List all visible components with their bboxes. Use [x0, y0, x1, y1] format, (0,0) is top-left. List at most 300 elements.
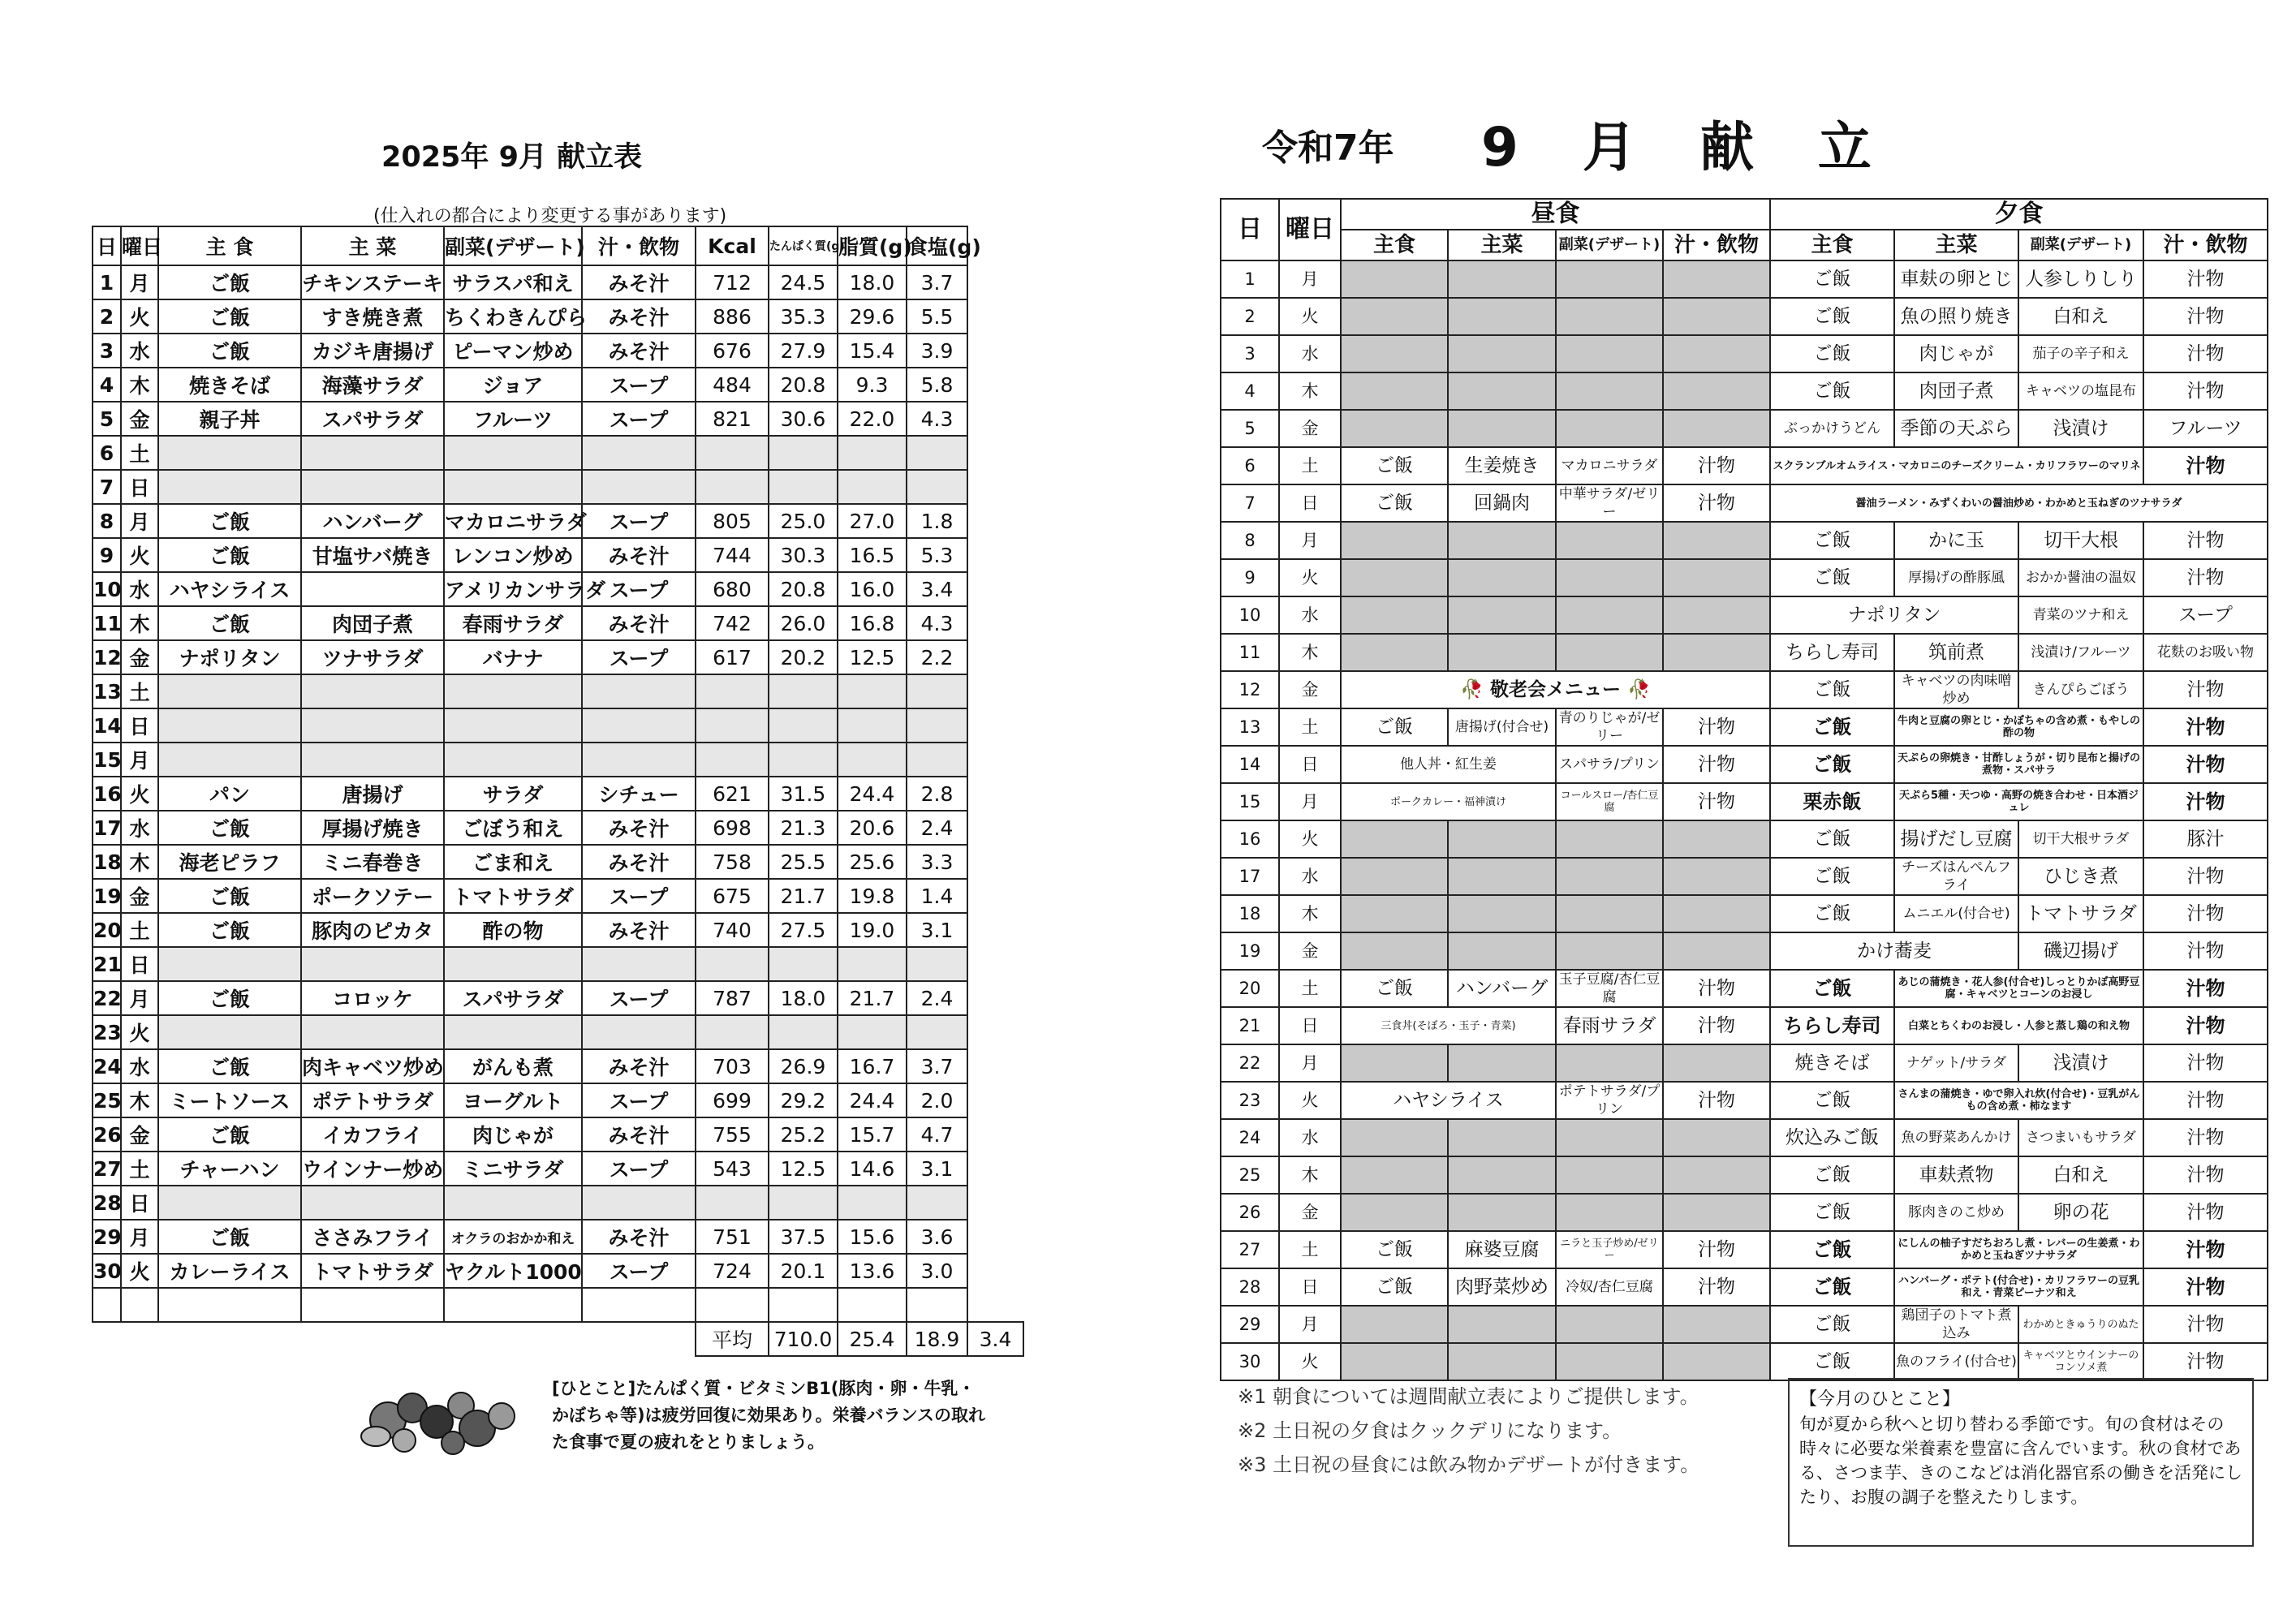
left-cell-main	[158, 708, 301, 743]
dinner-cell-0: ご飯	[1770, 298, 1894, 335]
lunch-gray-cell	[1341, 298, 1448, 335]
table-row	[1221, 820, 2268, 858]
average-protein: 25.4	[838, 1322, 907, 1356]
table-row	[1221, 634, 2268, 671]
left-cell-protein: 20.8	[769, 572, 838, 606]
lunch-cell-1: 回鍋肉	[1448, 484, 1556, 522]
right-day: 20	[1221, 970, 1279, 1007]
left-cell-fat: 12.5	[838, 640, 907, 674]
left-cell-side	[301, 1015, 444, 1049]
left-cell-salt	[907, 1186, 967, 1220]
lunch-gray-cell	[1556, 372, 1663, 410]
lunch-cell-0: ご飯	[1341, 1231, 1448, 1268]
left-cell-protein: 12.5	[769, 1152, 838, 1186]
left-cell-dessert	[444, 708, 582, 743]
left-cell-d: 2	[93, 299, 121, 334]
left-cell-main: ご飯	[158, 811, 301, 845]
left-cell-d: 21	[93, 947, 121, 981]
average-salt: 3.4	[967, 1322, 1023, 1356]
lunch-gray-cell	[1663, 260, 1770, 298]
left-cell-soup: みそ汁	[582, 265, 696, 299]
dinner-main: ちらし寿司	[1770, 1007, 1894, 1044]
left-cell-d: 4	[93, 368, 121, 402]
dinner-soup: 汁物	[2143, 1007, 2268, 1044]
right-weekday: 金	[1279, 932, 1341, 970]
left-cell-protein: 20.8	[769, 368, 838, 402]
left-header-5: 汁・飲物	[582, 226, 696, 265]
lunch-cell-0: ご飯	[1341, 1268, 1448, 1306]
left-cell-kcal: 712	[696, 265, 769, 299]
dinner-soup: 汁物	[2143, 1268, 2268, 1306]
left-cell-d: 27	[93, 1152, 121, 1186]
left-cell-protein	[769, 674, 838, 708]
left-cell-side: ツナサラダ	[301, 640, 444, 674]
right-day: 28	[1221, 1268, 1279, 1306]
right-weekday: 日	[1279, 746, 1341, 783]
right-weekday: 月	[1279, 1306, 1341, 1343]
dinner-cell-0: ご飯	[1770, 522, 1894, 559]
left-cell-dessert: ジョア	[444, 368, 582, 402]
right-day: 5	[1221, 410, 1279, 447]
lunch-gray-cell	[1663, 932, 1770, 970]
left-cell-side: 肉キャベツ炒め	[301, 1049, 444, 1083]
lunch-gray-cell	[1341, 372, 1448, 410]
left-cell-side: コロッケ	[301, 981, 444, 1015]
left-cell-fat: 16.0	[838, 572, 907, 606]
right-weekday: 水	[1279, 596, 1341, 634]
left-cell-fat: 24.4	[838, 1083, 907, 1117]
left-cell-salt: 3.3	[907, 845, 967, 879]
left-cell-main: ご飯	[158, 299, 301, 334]
table-row	[1221, 484, 2268, 522]
table-row	[1221, 970, 2268, 1007]
left-cell-fat: 27.0	[838, 504, 907, 538]
left-cell-fat	[838, 743, 907, 777]
right-weekday: 月	[1279, 260, 1341, 298]
left-cell-dessert	[444, 436, 582, 470]
sub-header-5: 主菜	[1894, 230, 2018, 260]
right-weekday: 水	[1279, 1119, 1341, 1156]
lunch-gray-cell	[1556, 522, 1663, 559]
dinner-main: ご飯	[1770, 1231, 1894, 1268]
left-cell-kcal: 742	[696, 606, 769, 640]
left-cell-protein: 20.1	[769, 1254, 838, 1288]
left-cell-protein: 20.2	[769, 640, 838, 674]
dinner-cell-2: 白和え	[2018, 298, 2143, 335]
dinner-dessert: 磯辺揚げ	[2018, 932, 2143, 970]
left-cell-protein: 21.7	[769, 879, 838, 913]
dinner-cell-3: 汁物	[2143, 559, 2268, 596]
left-cell-d: 5	[93, 402, 121, 436]
dinner-cell-0: ご飯	[1770, 1194, 1894, 1231]
left-cell-soup: みそ汁	[582, 1049, 696, 1083]
dinner-cell-3: フルーツ	[2143, 410, 2268, 447]
dinner-cell-2: 切干大根	[2018, 522, 2143, 559]
lunch-main-combined: 三食丼(そぼろ・玉子・青菜)	[1341, 1007, 1556, 1044]
left-cell-main: ご飯	[158, 1049, 301, 1083]
left-cell-d: 30	[93, 1254, 121, 1288]
left-cell-d: 20	[93, 913, 121, 947]
left-cell-dessert	[444, 674, 582, 708]
lunch-gray-cell	[1448, 634, 1556, 671]
left-cell-protein	[769, 947, 838, 981]
lunch-gray-cell	[1663, 1194, 1770, 1231]
table-row	[93, 640, 1023, 674]
left-cell-fat: 15.6	[838, 1220, 907, 1254]
header-dinner: 夕食	[1770, 199, 2268, 230]
left-cell-protein	[769, 1015, 838, 1049]
left-cell-w: 火	[121, 1015, 158, 1049]
left-cell-side	[301, 1186, 444, 1220]
lunch-gray-cell	[1341, 410, 1448, 447]
left-cell-d: 23	[93, 1015, 121, 1049]
lunch-gray-cell	[1663, 820, 1770, 858]
left-cell-salt	[907, 743, 967, 777]
left-cell-kcal: 755	[696, 1117, 769, 1152]
dinner-cell-1: 車麸の卵とじ	[1894, 260, 2018, 298]
dinner-soup: 汁物	[2143, 746, 2268, 783]
dinner-cell-2: おかか醤油の温奴	[2018, 559, 2143, 596]
note-3: ※3 土日祝の昼食には飲み物かデザートが付きます。	[1238, 1453, 1700, 1476]
left-cell-main: 海老ピラフ	[158, 845, 301, 879]
average-fat: 18.9	[907, 1322, 967, 1356]
lunch-gray-cell	[1663, 522, 1770, 559]
lunch-gray-cell	[1341, 858, 1448, 895]
note-1: ※1 朝食については週間献立表によりご提供します。	[1238, 1385, 1699, 1408]
left-cell-salt	[907, 947, 967, 981]
table-row	[93, 1117, 1023, 1152]
table-row	[1221, 746, 2268, 783]
lunch-gray-cell	[1663, 634, 1770, 671]
lunch-cell-0: ご飯	[1341, 484, 1448, 522]
left-cell-protein: 37.5	[769, 1220, 838, 1254]
left-cell-d: 8	[93, 504, 121, 538]
table-row	[1221, 559, 2268, 596]
left-cell-d: 9	[93, 538, 121, 572]
dinner-cell-0: ご飯	[1770, 895, 1894, 932]
left-cell-d: 18	[93, 845, 121, 879]
header-day: 日	[1221, 199, 1279, 260]
left-cell-dessert: ヨーグルト	[444, 1083, 582, 1117]
left-cell-d: 24	[93, 1049, 121, 1083]
dinner-cell-2: 浅漬け/フルーツ	[2018, 634, 2143, 671]
right-weekday: 火	[1279, 1343, 1341, 1380]
dinner-cell-2: わかめときゅうりのぬた	[2018, 1306, 2143, 1343]
lunch-soup: 汁物	[1663, 1082, 1770, 1119]
table-row	[93, 1083, 1023, 1117]
right-weekday: 火	[1279, 298, 1341, 335]
left-cell-protein: 26.0	[769, 606, 838, 640]
table-row	[1221, 932, 2268, 970]
left-cell-soup: みそ汁	[582, 334, 696, 368]
left-cell-side: ミニ春巻き	[301, 845, 444, 879]
lunch-gray-cell	[1556, 260, 1663, 298]
table-row	[93, 1254, 1023, 1288]
left-cell-dessert: ちくわきんぴら	[444, 299, 582, 334]
lunch-gray-cell	[1556, 335, 1663, 372]
left-cell-fat	[838, 708, 907, 743]
lunch-cell-2: ニラと玉子炒め/ゼリー	[1556, 1231, 1663, 1268]
sub-header-4: 主食	[1770, 230, 1894, 260]
left-cell-side: すき焼き煮	[301, 299, 444, 334]
right-day: 7	[1221, 484, 1279, 522]
left-cell-side	[301, 572, 444, 606]
dinner-cell-0: ご飯	[1770, 372, 1894, 410]
lunch-cell-1: 麻婆豆腐	[1448, 1231, 1556, 1268]
dinner-cell-0: ちらし寿司	[1770, 634, 1894, 671]
dinner-cell-3: 汁物	[2143, 372, 2268, 410]
left-cell-w: 水	[121, 1049, 158, 1083]
lunch-cell-1: 唐揚げ(付合せ)	[1448, 708, 1556, 746]
lunch-gray-cell	[1663, 596, 1770, 634]
dinner-cell-1: 筑前煮	[1894, 634, 2018, 671]
dinner-cell-0: ぶっかけうどん	[1770, 410, 1894, 447]
lunch-cell-3: 汁物	[1663, 484, 1770, 522]
left-cell-fat: 20.6	[838, 811, 907, 845]
lunch-cell-2: 青のりじゃが/ゼリー	[1556, 708, 1663, 746]
dinner-combined: スクランブルオムライス・マカロニのチーズクリーム・カリフラワーのマリネ	[1770, 447, 2143, 484]
sub-header-1: 主菜	[1448, 230, 1556, 260]
left-cell-salt: 4.3	[907, 606, 967, 640]
left-cell-w: 日	[121, 470, 158, 504]
lunch-cell-3: 汁物	[1663, 1268, 1770, 1306]
dinner-cell-2: ひじき煮	[2018, 858, 2143, 895]
left-cell-soup: スープ	[582, 879, 696, 913]
right-weekday: 火	[1279, 559, 1341, 596]
right-day: 2	[1221, 298, 1279, 335]
dinner-main-combined: ナポリタン	[1770, 596, 2018, 634]
right-day: 12	[1221, 671, 1279, 708]
lunch-gray-cell	[1341, 932, 1448, 970]
dinner-cell-3: 汁物	[2143, 1343, 2268, 1380]
table-row	[93, 299, 1023, 334]
lunch-dessert: ポテトサラダ/プリン	[1556, 1082, 1663, 1119]
left-cell-soup: シチュー	[582, 777, 696, 811]
right-title-main: 9 月 献 立	[1481, 116, 1894, 179]
table-row	[1221, 858, 2268, 895]
dinner-cell-3: 豚汁	[2143, 820, 2268, 858]
left-cell-salt: 2.0	[907, 1083, 967, 1117]
right-day: 17	[1221, 858, 1279, 895]
table-row	[1221, 1231, 2268, 1268]
left-cell-dessert: 肉じゃが	[444, 1117, 582, 1152]
dinner-cell-3: 汁物	[2143, 1194, 2268, 1231]
table-row	[1221, 410, 2268, 447]
lunch-cell-1: 生姜焼き	[1448, 447, 1556, 484]
dinner-cell-0: ご飯	[1770, 559, 1894, 596]
left-cell-w: 火	[121, 538, 158, 572]
lunch-gray-cell	[1556, 895, 1663, 932]
left-cell-side: カジキ唐揚げ	[301, 334, 444, 368]
left-cell-kcal: 699	[696, 1083, 769, 1117]
lunch-gray-cell	[1556, 1044, 1663, 1082]
table-row	[93, 811, 1023, 845]
right-day: 14	[1221, 746, 1279, 783]
right-weekday: 水	[1279, 858, 1341, 895]
table-row	[1221, 447, 2268, 484]
dinner-combined: あじの蒲焼き・花人参(付合せ)しっとりかぼ高野豆腐・キャベツとコーンのお浸し	[1894, 970, 2143, 1007]
lunch-gray-cell	[1663, 1119, 1770, 1156]
dinner-cell-0: ご飯	[1770, 1306, 1894, 1343]
left-cell-kcal: 676	[696, 334, 769, 368]
dinner-soup: 汁物	[2143, 783, 2268, 820]
left-cell-d: 11	[93, 606, 121, 640]
dinner-cell-1: チーズはんぺんフライ	[1894, 858, 2018, 895]
left-cell-kcal	[696, 470, 769, 504]
left-cell-d: 1	[93, 265, 121, 299]
header-lunch: 昼食	[1341, 199, 1770, 230]
left-cell-d: 19	[93, 879, 121, 913]
dinner-cell-0: ご飯	[1770, 335, 1894, 372]
lunch-gray-cell	[1448, 410, 1556, 447]
right-weekday: 日	[1279, 1268, 1341, 1306]
left-cell-dessert: アメリカンサラダ	[444, 572, 582, 606]
table-row	[93, 674, 1023, 708]
left-blank-cell	[301, 1288, 444, 1322]
monthly-message-title: 【今月のひとこと】	[1799, 1389, 1961, 1410]
left-cell-protein: 27.5	[769, 913, 838, 947]
left-cell-main: ナポリタン	[158, 640, 301, 674]
table-row	[1221, 708, 2268, 746]
dinner-cell-1: 魚のフライ(付合せ)	[1894, 1343, 2018, 1380]
left-blank-cell	[444, 1288, 582, 1322]
left-cell-dessert: レンコン炒め	[444, 538, 582, 572]
left-cell-side	[301, 674, 444, 708]
left-cell-main: ハヤシライス	[158, 572, 301, 606]
lunch-gray-cell	[1556, 410, 1663, 447]
dinner-main: 栗赤飯	[1770, 783, 1894, 820]
left-cell-d: 3	[93, 334, 121, 368]
lunch-gray-cell	[1663, 559, 1770, 596]
left-header-2: 主 食	[158, 226, 301, 265]
left-cell-soup: みそ汁	[582, 1117, 696, 1152]
right-day: 3	[1221, 335, 1279, 372]
lunch-gray-cell	[1556, 559, 1663, 596]
left-cell-w: 月	[121, 504, 158, 538]
dinner-cell-3: 汁物	[2143, 335, 2268, 372]
lunch-gray-cell	[1448, 522, 1556, 559]
dinner-cell-3: 汁物	[2143, 1044, 2268, 1082]
right-weekday: 火	[1279, 1082, 1341, 1119]
left-cell-side: 厚揚げ焼き	[301, 811, 444, 845]
dinner-cell-1: 車麸煮物	[1894, 1156, 2018, 1194]
table-row	[1221, 1156, 2268, 1194]
left-cell-w: 月	[121, 743, 158, 777]
lunch-cell-0: ご飯	[1341, 708, 1448, 746]
table-row	[93, 981, 1023, 1015]
left-blank-cell	[696, 1288, 769, 1322]
table-row	[93, 1015, 1023, 1049]
left-cell-soup	[582, 708, 696, 743]
left-cell-w: 水	[121, 572, 158, 606]
left-cell-soup: みそ汁	[582, 606, 696, 640]
left-cell-fat: 16.5	[838, 538, 907, 572]
left-cell-side: チキンステーキ	[301, 265, 444, 299]
table-row	[1221, 1306, 2268, 1343]
lunch-gray-cell	[1341, 596, 1448, 634]
left-cell-soup	[582, 436, 696, 470]
left-cell-fat: 19.0	[838, 913, 907, 947]
right-weekday: 木	[1279, 372, 1341, 410]
lunch-gray-cell	[1663, 372, 1770, 410]
right-day: 13	[1221, 708, 1279, 746]
table-row	[93, 368, 1023, 402]
left-cell-kcal: 543	[696, 1152, 769, 1186]
left-cell-protein	[769, 743, 838, 777]
left-cell-soup: スープ	[582, 981, 696, 1015]
left-blank-cell	[582, 1288, 696, 1322]
left-cell-dessert: スパサラダ	[444, 981, 582, 1015]
dinner-cell-2: キャベツとウインナーのコンソメ煮	[2018, 1343, 2143, 1380]
dinner-cell-1: 魚の野菜あんかけ	[1894, 1119, 2018, 1156]
dinner-cell-3: 汁物	[2143, 1119, 2268, 1156]
lunch-dessert: 春雨サラダ	[1556, 1007, 1663, 1044]
right-day: 19	[1221, 932, 1279, 970]
left-cell-main: 焼きそば	[158, 368, 301, 402]
left-cell-dessert: バナナ	[444, 640, 582, 674]
dinner-main: ご飯	[1770, 1268, 1894, 1306]
left-cell-soup: みそ汁	[582, 845, 696, 879]
average-kcal: 710.0	[769, 1322, 838, 1356]
table-row	[93, 334, 1023, 368]
left-cell-kcal	[696, 1186, 769, 1220]
right-menu-table	[1220, 198, 2268, 1381]
lunch-gray-cell	[1448, 1044, 1556, 1082]
lunch-gray-cell	[1341, 335, 1448, 372]
dinner-cell-1: 揚げだし豆腐	[1894, 820, 2018, 858]
left-cell-kcal: 886	[696, 299, 769, 334]
left-cell-salt	[907, 708, 967, 743]
table-row	[1221, 895, 2268, 932]
right-day: 26	[1221, 1194, 1279, 1231]
lunch-special: 🥀 敬老会メニュー 🥀	[1341, 671, 1770, 708]
lunch-gray-cell	[1448, 1156, 1556, 1194]
right-day: 11	[1221, 634, 1279, 671]
left-cell-salt	[907, 470, 967, 504]
left-cell-d: 16	[93, 777, 121, 811]
left-cell-dessert	[444, 470, 582, 504]
left-cell-fat: 24.4	[838, 777, 907, 811]
left-cell-dessert: サラスパ和え	[444, 265, 582, 299]
dinner-cell-2: キャベツの塩昆布	[2018, 372, 2143, 410]
left-cell-soup: スープ	[582, 402, 696, 436]
right-day: 22	[1221, 1044, 1279, 1082]
left-cell-main	[158, 743, 301, 777]
left-cell-soup: スープ	[582, 640, 696, 674]
dinner-cell-1: 豚肉きのこ炒め	[1894, 1194, 2018, 1231]
right-day: 30	[1221, 1343, 1279, 1380]
lunch-gray-cell	[1448, 1343, 1556, 1380]
left-cell-main	[158, 947, 301, 981]
left-cell-soup	[582, 470, 696, 504]
left-cell-salt: 4.7	[907, 1117, 967, 1152]
right-day: 24	[1221, 1119, 1279, 1156]
left-cell-fat: 19.8	[838, 879, 907, 913]
table-row	[93, 845, 1023, 879]
lunch-gray-cell	[1448, 372, 1556, 410]
lunch-dessert: スパサラ/プリン	[1556, 746, 1663, 783]
left-cell-main: ご飯	[158, 981, 301, 1015]
left-cell-salt: 2.8	[907, 777, 967, 811]
left-cell-main: ミートソース	[158, 1083, 301, 1117]
left-cell-protein	[769, 436, 838, 470]
left-cell-fat	[838, 1186, 907, 1220]
lunch-gray-cell	[1341, 559, 1448, 596]
dinner-cell-3: 汁物	[2143, 260, 2268, 298]
left-cell-kcal	[696, 674, 769, 708]
lunch-gray-cell	[1556, 634, 1663, 671]
lunch-gray-cell	[1448, 559, 1556, 596]
